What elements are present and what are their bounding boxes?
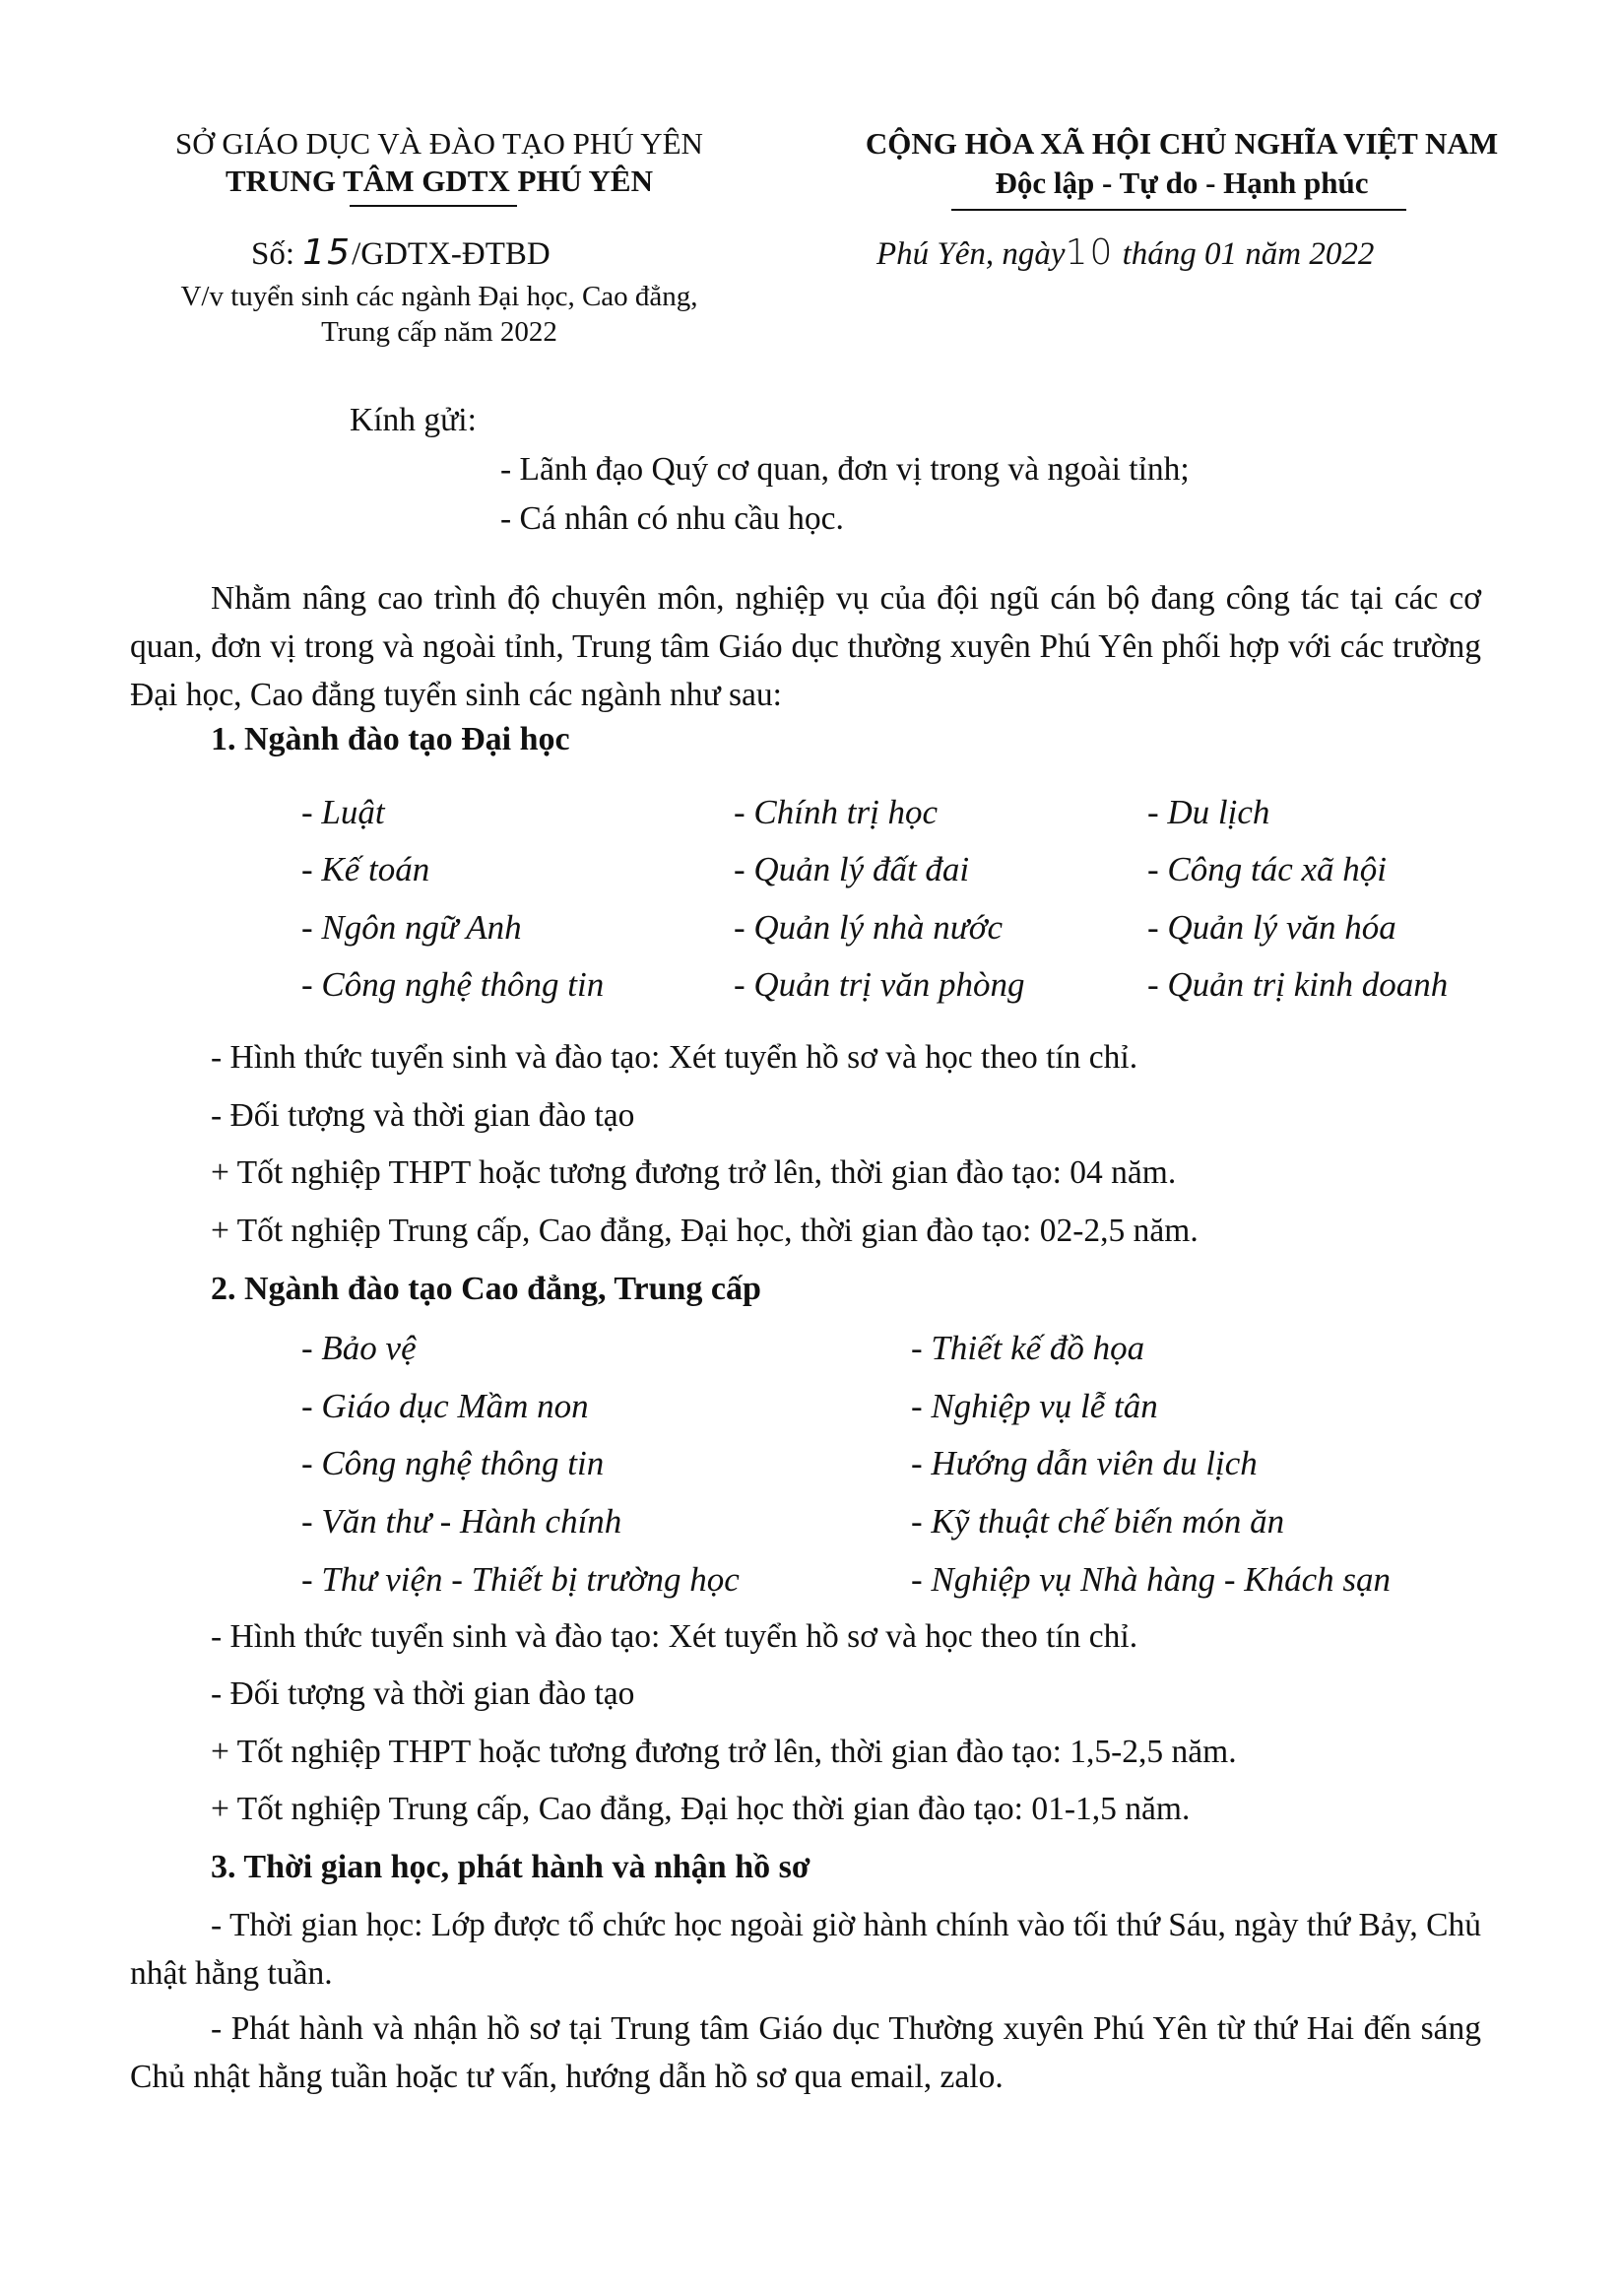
major-item: - Thiết kế đồ họa <box>911 1329 1145 1367</box>
major-item: - Giáo dục Mầm non <box>301 1387 589 1425</box>
section1-line: + Tốt nghiệp THPT hoặc tương đương trở lên, thời gian đào tạo: 04 năm. <box>211 1154 1177 1191</box>
major-item: - Công tác xã hội <box>1147 850 1388 888</box>
issue-date <box>876 232 1374 273</box>
doc-number-label: Số: <box>251 236 295 272</box>
section2-line: + Tốt nghiệp THPT hoặc tương đương trở lên, thời gian đào tạo: 1,5-2,5 năm. <box>211 1734 1237 1770</box>
major-item: - Hướng dẫn viên du lịch <box>911 1444 1258 1482</box>
doc-number-suffix: /GDTX-ĐTBD <box>352 236 551 272</box>
major-item: - Ngôn ngữ Anh <box>301 908 522 947</box>
doc-number-handwritten: 15 <box>302 232 353 273</box>
intro-paragraph: Nhằm nâng cao trình độ chuyên môn, nghiệp vụ của đội ngũ cán bộ đang công tác tại các cơ quan, đơn vị trong và ngoài tỉnh, Trung tâm Giáo dục thường xuyên Phú Yên phối hợp với các trường Đại học, Cao đẳng tuyển sinh các ngành như sau: <box>130 580 1481 713</box>
section3-paragraph-study-time: - Thời gian học: Lớp được tổ chức học ngoài giờ hành chính vào tối thứ Sáu, ngày thứ Bảy, Chủ nhật hằng tuần. <box>130 1907 1481 1992</box>
major-item: - Nghiệp vụ Nhà hàng - Khách sạn <box>911 1560 1392 1599</box>
section2-line: - Hình thức tuyển sinh và đào tạo: Xét tuyển hồ sơ và học theo tín chỉ. <box>211 1618 1138 1655</box>
org-name: TRUNG TÂM GDTX PHÚ YÊN <box>225 164 653 198</box>
major-item: - Quản trị văn phòng <box>734 965 1025 1004</box>
motto-underline <box>951 209 1406 211</box>
recipient-item: - Cá nhân có nhu cầu học. <box>500 500 844 537</box>
date-day-handwritten: 10 <box>1065 232 1115 273</box>
nation-title: CỘNG HÒA XÃ HỘI CHỦ NGHĨA VIỆT NAM <box>865 126 1499 161</box>
major-item: - Công nghệ thông tin <box>301 1444 605 1482</box>
major-item: - Kế toán <box>301 850 430 888</box>
date-prefix: Phú Yên, ngày <box>876 236 1066 272</box>
section1-line: - Hình thức tuyển sinh và đào tạo: Xét tuyển hồ sơ và học theo tín chỉ. <box>211 1039 1138 1076</box>
major-item: - Nghiệp vụ lễ tân <box>911 1387 1158 1425</box>
major-item: - Bảo vệ <box>301 1329 417 1367</box>
major-item: - Công nghệ thông tin <box>301 965 605 1004</box>
org-underline <box>350 205 517 207</box>
major-item: - Chính trị học <box>734 793 939 831</box>
major-item: - Quản lý văn hóa <box>1147 908 1396 947</box>
nation-motto: Độc lập - Tự do - Hạnh phúc <box>995 165 1369 200</box>
org-parent: SỞ GIÁO DỤC VÀ ĐÀO TẠO PHÚ YÊN <box>175 126 703 161</box>
doc-number <box>251 232 551 273</box>
section1-title: 1. Ngành đào tạo Đại học <box>211 721 570 757</box>
recipients-label: Kính gửi: <box>350 402 477 438</box>
major-item: - Thư viện - Thiết bị trường học <box>301 1560 740 1599</box>
section2-title: 2. Ngành đào tạo Cao đẳng, Trung cấp <box>211 1271 761 1307</box>
major-item: - Quản lý đất đai <box>734 850 970 888</box>
major-item: - Văn thư - Hành chính <box>301 1502 622 1541</box>
major-item: - Luật <box>301 793 385 831</box>
subject-line-1: V/v tuyển sinh các ngành Đại học, Cao đẳng, <box>180 281 698 312</box>
subject-line-2: Trung cấp năm 2022 <box>321 316 557 348</box>
section1-line: + Tốt nghiệp Trung cấp, Cao đẳng, Đại học, thời gian đào tạo: 02-2,5 năm. <box>211 1213 1199 1249</box>
section3-title: 3. Thời gian học, phát hành và nhận hồ sơ <box>211 1849 810 1885</box>
major-item: - Kỹ thuật chế biến món ăn <box>911 1502 1285 1541</box>
section3-paragraph-application: - Phát hành và nhận hồ sơ tại Trung tâm Giáo dục Thường xuyên Phú Yên từ thứ Hai đến sáng Chủ nhật hằng tuần hoặc tư vấn, hướng dẫn hồ sơ qua email, zalo. <box>130 2010 1481 2095</box>
major-item: - Quản lý nhà nước <box>734 908 1003 947</box>
major-item: - Du lịch <box>1147 793 1270 831</box>
section1-line: - Đối tượng và thời gian đào tạo <box>211 1097 635 1134</box>
section2-line: - Đối tượng và thời gian đào tạo <box>211 1675 635 1712</box>
major-item: - Quản trị kinh doanh <box>1147 965 1449 1004</box>
date-suffix: tháng 01 năm 2022 <box>1122 236 1375 272</box>
recipient-item: - Lãnh đạo Quý cơ quan, đơn vị trong và ngoài tỉnh; <box>500 451 1190 488</box>
section2-line: + Tốt nghiệp Trung cấp, Cao đẳng, Đại học thời gian đào tạo: 01-1,5 năm. <box>211 1791 1191 1827</box>
